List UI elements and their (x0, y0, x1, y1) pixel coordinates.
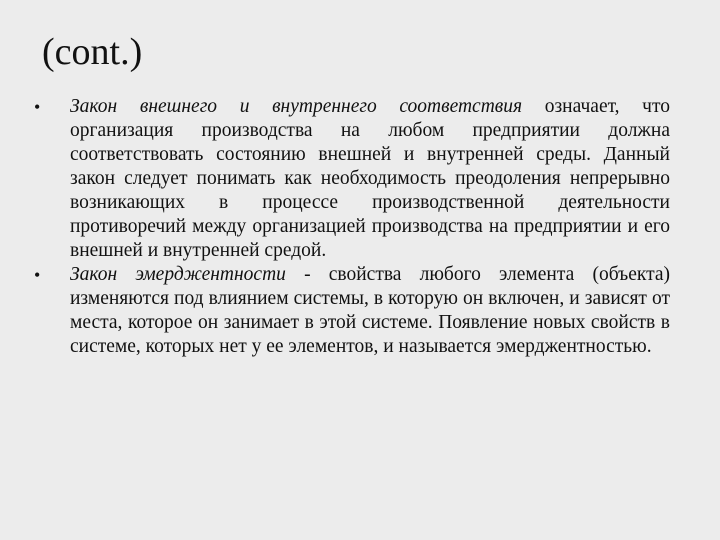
slide-title: (cont.) (42, 31, 143, 73)
bullet-marker: • (34, 97, 41, 117)
bullet-text: означает, что организация производства на любом предприятии должна соответствовать состоянию внешней и внутренней среды. Данный закон следует понимать как необходимость преодоления непрерывно возникающих в процессе производственной деятельности противоречий между организацией производства на предприятии и его внешней и внутренней средой. (70, 96, 670, 261)
bullet-item-emergence-law (34, 263, 670, 359)
bullet-term: Закон эмерджентности (70, 264, 286, 285)
bullet-term: Закон внешнего и внутреннего соответствия (70, 96, 523, 117)
bullet-item-external-internal-law (34, 95, 670, 263)
bullet-marker: • (34, 265, 41, 285)
bullet-list (34, 95, 670, 359)
bullet-text: - свойства любого элемента (объекта) изменяются под влиянием системы, в которую он включен, и зависят от места, которое он занимает в этой системе. Появление новых свойств в системе, которых нет у ее элементов, и называется эмерджентностью. (70, 264, 670, 357)
